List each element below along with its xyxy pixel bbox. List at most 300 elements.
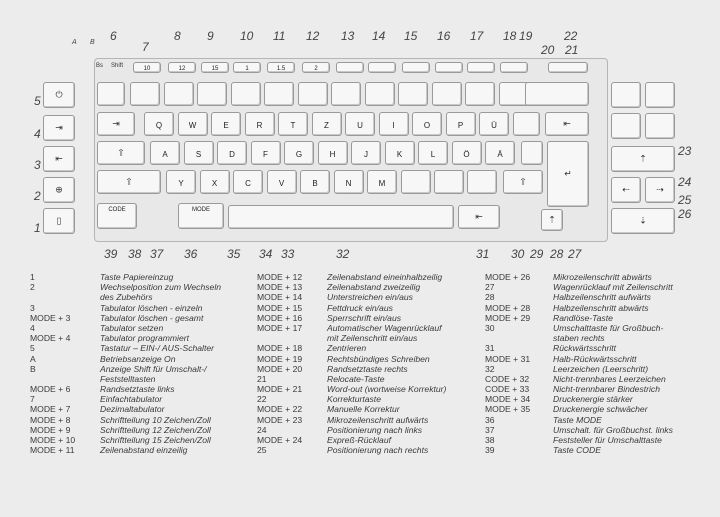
- callout-4: 4: [34, 127, 41, 141]
- callout-8: 8: [174, 29, 181, 43]
- space-bar[interactable]: [228, 205, 454, 229]
- legend-row: [257, 425, 479, 435]
- legend-code: MODE + 29: [485, 312, 531, 323]
- callout-20: 20: [541, 43, 555, 57]
- legend-description: Relocate-Taste: [327, 373, 385, 384]
- legend-description: Betriebsanzeige On: [100, 353, 176, 364]
- key-N-label: N: [345, 179, 352, 188]
- right-key-3[interactable]: [611, 113, 641, 139]
- legend-code: MODE + 35: [485, 404, 531, 415]
- pitch-key-4[interactable]: [267, 62, 295, 73]
- legend-description: Positionierung nach links: [327, 424, 423, 435]
- micro-down-icon: ⇣: [639, 215, 647, 226]
- key-Ü[interactable]: [479, 112, 509, 136]
- pitch-key-5[interactable]: [302, 62, 330, 73]
- legend-code: MODE + 23: [257, 414, 303, 425]
- legend-description: Halbzeilenschritt aufwärts: [553, 292, 651, 303]
- punct-key-2[interactable]: [467, 170, 497, 194]
- key-G-label: G: [295, 150, 303, 159]
- legend-code: MODE + 19: [257, 353, 303, 364]
- key-I[interactable]: [379, 112, 409, 136]
- legend-code: MODE + 12: [257, 272, 303, 282]
- legend-row: [485, 364, 710, 374]
- legend-row: [257, 313, 479, 323]
- legend-description: Nicht-trennbarer Bindestrich: [553, 384, 660, 395]
- key-S[interactable]: [184, 141, 214, 165]
- legend-code: MODE + 6: [30, 384, 71, 395]
- paper-feed-key[interactable]: [43, 208, 75, 234]
- key-P[interactable]: [446, 112, 476, 136]
- correction-big-key[interactable]: [525, 82, 589, 106]
- key-Ö-label: Ö: [463, 150, 470, 159]
- number-key-11[interactable]: [465, 82, 495, 106]
- right-arrow-icon: ⇢: [656, 184, 664, 195]
- key-O-label: O: [423, 121, 431, 130]
- legend-code: B: [30, 363, 36, 374]
- key-Ö[interactable]: [452, 141, 482, 165]
- relocate-icon: ⇤: [563, 118, 571, 129]
- key-K-label: K: [396, 150, 403, 159]
- legend-row: [30, 445, 250, 455]
- callout-36: 36: [184, 247, 198, 261]
- legend-description: Rückwärtsschritt: [553, 343, 617, 354]
- legend-description: Tabulator programmiert: [100, 333, 190, 344]
- legend-description: Fettdruck ein/aus: [327, 302, 393, 313]
- legend-row: [257, 364, 479, 374]
- legend-description: Taste CODE: [553, 445, 601, 456]
- right-key-4[interactable]: [645, 113, 675, 139]
- legend-code: MODE + 34: [485, 394, 531, 405]
- key-E-label: E: [223, 121, 229, 130]
- punct-key-0[interactable]: [401, 170, 431, 194]
- legend-row: [30, 394, 250, 404]
- callout-15: 15: [404, 29, 418, 43]
- legend-description: mit Zeilenschritt ein/aus: [327, 333, 418, 344]
- key-T[interactable]: [278, 112, 308, 136]
- key-ae-extra[interactable]: [521, 141, 543, 165]
- function-key-1[interactable]: [368, 62, 396, 73]
- legend-code: 24: [257, 424, 267, 435]
- legend-row: [30, 425, 250, 435]
- callout-18: 18: [503, 29, 517, 43]
- legend-code: 22: [257, 394, 267, 405]
- legend-row: [30, 333, 250, 343]
- legend-row: [257, 415, 479, 425]
- callout-13: 13: [341, 29, 355, 43]
- legend-code: MODE + 14: [257, 292, 303, 303]
- callout-22: 22: [564, 29, 578, 43]
- legend-column-1: [30, 272, 250, 455]
- code-key[interactable]: [97, 203, 137, 229]
- key-E[interactable]: [211, 112, 241, 136]
- key-V[interactable]: [267, 170, 297, 194]
- key-D[interactable]: [217, 141, 247, 165]
- key-Q-label: Q: [155, 121, 163, 130]
- legend-description: Dezimaltabulator: [100, 404, 165, 415]
- legend-description: Leerzeichen (Leerschritt): [553, 363, 649, 374]
- margin-left-key[interactable]: [97, 82, 125, 106]
- left-arrow-icon: ⇠: [622, 184, 630, 195]
- legend-row: [30, 303, 250, 313]
- key-J-label: J: [364, 150, 368, 159]
- key-Ä[interactable]: [485, 141, 515, 165]
- pitch-key-2-label: 15: [211, 66, 219, 72]
- key-Z-label: Z: [324, 121, 329, 130]
- key-X-label: X: [211, 179, 218, 188]
- number-key-12[interactable]: [499, 82, 529, 106]
- legend-description: Umschalttaste für Großbuch-: [553, 322, 664, 333]
- key-B-label: B: [312, 179, 318, 188]
- legend-description: Manuelle Korrektur: [327, 404, 400, 415]
- legend-description: Zentrieren: [327, 343, 367, 354]
- callout-38: 38: [128, 247, 142, 261]
- backspace-key[interactable]: [458, 205, 500, 229]
- half-line-up-key[interactable]: [541, 209, 563, 231]
- legend-description: Automatischer Wagenrücklauf: [327, 322, 442, 333]
- callout-34: 34: [259, 247, 273, 261]
- legend-row: [30, 415, 250, 425]
- legend-code: 38: [485, 435, 495, 445]
- legend-row: [257, 394, 479, 404]
- pitch-key-5-label: 2: [314, 66, 318, 72]
- key-D-label: D: [229, 150, 235, 159]
- key-Y-label: Y: [178, 179, 184, 188]
- legend-code: MODE + 11: [30, 445, 75, 456]
- legend-code: MODE + 20: [257, 363, 303, 374]
- legend-row: [485, 404, 710, 414]
- legend-row: [485, 292, 710, 302]
- key-U[interactable]: [345, 112, 375, 136]
- legend-row: [30, 272, 250, 282]
- key-Ü-label: Ü: [491, 121, 497, 130]
- number-key-6[interactable]: [298, 82, 328, 106]
- pitch-key-2[interactable]: [201, 62, 229, 73]
- key-X[interactable]: [200, 170, 230, 194]
- return-key[interactable]: [547, 141, 589, 207]
- legend-row: [485, 415, 710, 425]
- callout-12: 12: [306, 29, 320, 43]
- legend-row: [485, 394, 710, 404]
- callout-17: 17: [470, 29, 484, 43]
- key-Q[interactable]: [144, 112, 174, 136]
- number-key-2[interactable]: [164, 82, 194, 106]
- pitch-key-3[interactable]: [233, 62, 261, 73]
- function-key-0[interactable]: [336, 62, 364, 73]
- callout-3: 3: [34, 158, 41, 172]
- legend-description: Wagenrücklauf mit Zeilenschritt: [553, 282, 673, 293]
- right-key-2[interactable]: [645, 82, 675, 108]
- legend-row: [257, 384, 479, 394]
- callout-14: 14: [372, 29, 386, 43]
- decimal-tab-key[interactable]: [513, 112, 540, 136]
- legend-row: [257, 292, 479, 302]
- legend-row: [485, 272, 710, 282]
- legend-row: [485, 303, 710, 313]
- legend-description: Schriftteilung 10 Zeichen/Zoll: [100, 414, 211, 425]
- tab-key[interactable]: [97, 112, 135, 136]
- power-key[interactable]: [43, 82, 75, 108]
- legend-row: [257, 272, 479, 282]
- legend-row: [485, 435, 710, 445]
- function-key-3[interactable]: [435, 62, 463, 73]
- key-Z[interactable]: [312, 112, 342, 136]
- function-key-2[interactable]: [402, 62, 430, 73]
- callout-9: 9: [207, 29, 214, 43]
- legend-row: [30, 282, 250, 292]
- tab-icon: ⇥: [112, 118, 120, 129]
- legend-code: MODE + 3: [30, 312, 71, 323]
- legend-row: [485, 354, 710, 364]
- legend-row: [485, 282, 710, 292]
- mode-key[interactable]: [178, 203, 224, 229]
- key-L-label: L: [430, 150, 436, 159]
- number-key-7[interactable]: [331, 82, 361, 106]
- legend-code: CODE + 32: [485, 373, 530, 384]
- legend-description: Druckenergie schwächer: [553, 404, 648, 415]
- legend-description: Sperrschrift ein/aus: [327, 312, 402, 323]
- function-key-4[interactable]: [467, 62, 495, 73]
- legend-code: 1: [30, 272, 35, 282]
- legend-code: 36: [485, 414, 495, 425]
- legend-description: Tabulator löschen - gesamt: [100, 312, 204, 323]
- legend-description: Expreß-Rücklauf: [327, 435, 391, 445]
- legend-row: [30, 323, 250, 333]
- key-K[interactable]: [385, 141, 415, 165]
- callout-2: 2: [34, 189, 41, 203]
- callout-29: 29: [530, 247, 544, 261]
- legend-row: [257, 333, 479, 343]
- legend-description: Zeilenabstand zweizeilig: [327, 282, 421, 293]
- tab-clear-key[interactable]: [43, 146, 75, 172]
- pitch-key-0-label: 10: [143, 66, 151, 72]
- legend-description: Nicht-trennbares Leerzeichen: [553, 373, 666, 384]
- pitch-key-4-label: 1.5: [276, 66, 286, 72]
- legend-code: 31: [485, 343, 495, 354]
- legend-code: 5: [30, 343, 35, 354]
- micro-line-down-key[interactable]: [611, 208, 675, 234]
- key-N[interactable]: [334, 170, 364, 194]
- up-icon: ⇡: [548, 214, 556, 225]
- legend-row: [485, 384, 710, 394]
- key-C-label: C: [245, 179, 251, 188]
- legend-code: MODE + 10: [30, 435, 76, 445]
- legend-description: staben rechts: [553, 333, 605, 344]
- key-B[interactable]: [300, 170, 330, 194]
- callout-11: 11: [273, 29, 286, 43]
- legend-code: 4: [30, 322, 35, 333]
- legend-description: Randlöse-Taste: [553, 312, 613, 323]
- legend-description: Feststeller für Umschalttaste: [553, 435, 662, 445]
- change-position-key[interactable]: [43, 177, 75, 203]
- number-key-4[interactable]: [231, 82, 261, 106]
- key-M-label: M: [378, 179, 386, 188]
- callout-1: 1: [34, 221, 41, 235]
- callout-28: 28: [550, 247, 564, 261]
- key-G[interactable]: [284, 141, 314, 165]
- key-H[interactable]: [318, 141, 348, 165]
- key-J[interactable]: [351, 141, 381, 165]
- legend-row: [30, 292, 250, 302]
- callout-25: 25: [678, 193, 692, 207]
- legend-description: Tastatur – EIN-/ AUS-Schalter: [100, 343, 214, 354]
- legend-description: Taste MODE: [553, 414, 602, 425]
- key-F[interactable]: [251, 141, 281, 165]
- return-icon: ↵: [564, 168, 572, 179]
- relocate-key[interactable]: [545, 112, 589, 136]
- pitch-key-1[interactable]: [168, 62, 196, 73]
- legend-row: [257, 343, 479, 353]
- shift-right-icon: ⇧: [519, 176, 527, 187]
- key-P-label: P: [457, 121, 464, 130]
- legend-description: Halb-Rückwärtsschritt: [553, 353, 637, 364]
- legend-row: [257, 374, 479, 384]
- legend-code: 27: [485, 282, 495, 293]
- legend-code: MODE + 18: [257, 343, 303, 354]
- key-W[interactable]: [178, 112, 208, 136]
- legend-row: [30, 374, 250, 384]
- key-M[interactable]: [367, 170, 397, 194]
- legend-description: Anzeige Shift für Umschalt-/: [100, 363, 207, 374]
- number-key-5[interactable]: [264, 82, 294, 106]
- callout-32: 32: [336, 247, 350, 261]
- legend-row: [257, 303, 479, 313]
- legend-code: 3: [30, 302, 35, 313]
- legend-row: [30, 384, 250, 394]
- legend-code: MODE + 24: [257, 435, 303, 445]
- legend-code: 7: [30, 394, 35, 405]
- callout-10: 10: [240, 29, 254, 43]
- code-key-label: CODE: [108, 207, 126, 213]
- key-W-label: W: [188, 121, 197, 130]
- shift-lock-key[interactable]: [97, 141, 145, 165]
- mode-key-label: MODE: [192, 207, 210, 213]
- micro-line-up-key[interactable]: [611, 146, 675, 172]
- pitch-key-0[interactable]: [133, 62, 161, 73]
- number-key-1[interactable]: [130, 82, 160, 106]
- legend-code: A: [30, 353, 36, 364]
- key-R-label: R: [256, 121, 263, 130]
- key-H-label: H: [329, 150, 336, 159]
- shift-right-key[interactable]: [503, 170, 543, 194]
- legend-code: MODE + 7: [30, 404, 71, 415]
- callout-19: 19: [519, 29, 533, 43]
- shift-lock-icon: ⇧: [117, 147, 125, 158]
- legend-description: Randsetztaste rechts: [327, 363, 408, 374]
- right-key-1[interactable]: [611, 82, 641, 108]
- position-left-key[interactable]: [611, 177, 641, 203]
- tab-set-key[interactable]: [43, 115, 75, 141]
- key-T-label: T: [290, 121, 296, 130]
- legend-code: MODE + 15: [257, 302, 303, 313]
- key-O[interactable]: [412, 112, 442, 136]
- key-C[interactable]: [233, 170, 263, 194]
- key-S-label: S: [195, 150, 202, 159]
- callout-31: 31: [476, 247, 490, 261]
- legend-description: Tabulator setzen: [100, 322, 164, 333]
- legend-code: MODE + 17: [257, 322, 303, 333]
- legend-description: Wechselposition zum Wechseln: [100, 282, 222, 293]
- callout-33: 33: [281, 247, 295, 261]
- legend-column-2: [257, 272, 479, 455]
- legend-row: [257, 435, 479, 445]
- legend-description: Halbzeilenschritt abwärts: [553, 302, 649, 313]
- legend-description: Rechtsbündiges Schreiben: [327, 353, 430, 364]
- legend-description: Schriftteilung 15 Zeichen/Zoll: [100, 435, 211, 445]
- legend-row: [485, 323, 710, 333]
- function-key-5[interactable]: [500, 62, 528, 73]
- legend-code: 37: [485, 424, 495, 435]
- key-A[interactable]: [150, 141, 180, 165]
- legend-row: [257, 445, 479, 455]
- callout-39: 39: [104, 247, 118, 261]
- legend-description: Druckenergie stärker: [553, 394, 633, 405]
- legend-code: 30: [485, 322, 495, 333]
- legend-code: MODE + 22: [257, 404, 303, 415]
- legend-row: [485, 425, 710, 435]
- legend-code: 2: [30, 282, 35, 293]
- legend-code: 39: [485, 445, 495, 456]
- callout-30: 30: [511, 247, 525, 261]
- punct-key-1[interactable]: [434, 170, 464, 194]
- paper-feed-icon: ▯: [56, 215, 62, 226]
- legend-code: CODE + 33: [485, 384, 530, 395]
- legend-description: Taste Papiereinzug: [100, 272, 174, 282]
- callout-21: 21: [565, 43, 579, 57]
- legend-code: 32: [485, 363, 495, 374]
- callout-26: 26: [678, 207, 692, 221]
- legend-description: Randsetztaste links: [100, 384, 175, 395]
- callout-23: 23: [678, 144, 692, 158]
- legend-row: [485, 374, 710, 384]
- key-Ä-label: Ä: [497, 150, 503, 159]
- position-right-key[interactable]: [645, 177, 675, 203]
- legend-row: [30, 404, 250, 414]
- shift-left-key[interactable]: [97, 170, 161, 194]
- micro-up-icon: ⇡: [639, 153, 647, 164]
- number-key-9[interactable]: [398, 82, 428, 106]
- legend-code: 21: [257, 373, 267, 384]
- legend-description: Feststelltasten: [100, 373, 156, 384]
- backspace-icon: ⇤: [475, 211, 483, 222]
- legend-column-3: [485, 272, 710, 455]
- legend-row: [30, 343, 250, 353]
- callout-5: 5: [34, 94, 41, 108]
- legend-row: [30, 313, 250, 323]
- callout-16: 16: [437, 29, 451, 43]
- key-F-label: F: [263, 150, 268, 159]
- on-indicator: Bs: [96, 63, 104, 69]
- legend-row: [257, 404, 479, 414]
- key-Y[interactable]: [166, 170, 196, 194]
- pitch-key-3-label: 1: [245, 66, 249, 72]
- legend-row: [485, 313, 710, 323]
- legend-description: Schriftteilung 12 Zeichen/Zoll: [100, 424, 211, 435]
- legend-row: [257, 323, 479, 333]
- tab-clear-icon: ⇤: [55, 153, 63, 164]
- number-key-10[interactable]: [432, 82, 462, 106]
- key-L[interactable]: [418, 141, 448, 165]
- legend-description: Umschalt. für Großbuchst. links: [553, 424, 673, 435]
- correction-key[interactable]: [548, 62, 588, 73]
- number-key-3[interactable]: [197, 82, 227, 106]
- number-key-8[interactable]: [365, 82, 395, 106]
- change-position-icon: ⊕: [55, 184, 63, 195]
- legend-code: MODE + 8: [30, 414, 71, 425]
- power-icon: ⏻: [55, 89, 63, 100]
- legend-row: [485, 343, 710, 353]
- legend-code: MODE + 13: [257, 282, 303, 293]
- key-R[interactable]: [245, 112, 275, 136]
